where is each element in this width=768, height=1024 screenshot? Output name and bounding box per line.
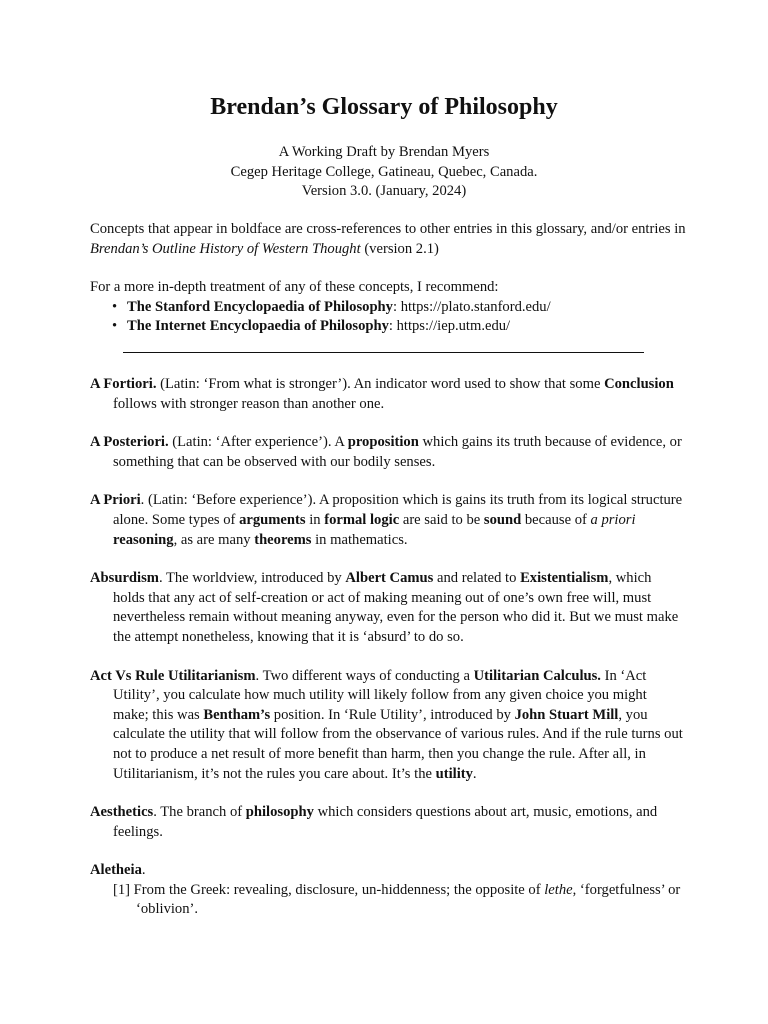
entry-term: A Posteriori. — [90, 434, 169, 451]
cross-reference: formal logic — [324, 511, 400, 528]
cross-reference: reasoning — [113, 531, 174, 548]
greek-term: lethe — [544, 881, 573, 898]
entry-text: , as are many — [173, 531, 255, 548]
resource-item — [90, 317, 690, 337]
entry-act-vs-rule-utilitarianism — [90, 667, 686, 785]
entry-text: From the Greek: revealing, disclosure, un-hiddenness; the opposite of — [130, 881, 545, 898]
entry-text: are said to be — [399, 511, 484, 528]
entry-term: A Priori — [90, 492, 141, 509]
intro-text: Concepts that appear in boldface are cross-references to other entries in this glossary, and/or entries in — [90, 221, 686, 237]
entry-term: Aletheia — [90, 862, 142, 879]
entry-term: Absurdism — [90, 570, 159, 587]
cross-reference: Existentialism — [520, 570, 609, 587]
entry-text: . (Latin: ‘Before experience’). A proposition which is gains its truth from its logical structure alone. Some types of — [113, 492, 683, 528]
latin-phrase: a priori — [590, 511, 636, 528]
cross-reference: Conclusion — [604, 376, 674, 392]
document-title: Brendan’s Glossary of Philosophy — [210, 94, 558, 120]
resource-url[interactable]: https://plato.stanford.edu/ — [400, 298, 551, 315]
author-line: A Working Draft by Brendan Myers — [278, 144, 490, 160]
entry-text: . Two different ways of conducting a — [255, 667, 474, 684]
resource-list — [90, 298, 690, 337]
institution-line: Cegep Heritage College, Gatineau, Quebec, Canada. — [230, 163, 538, 180]
cross-reference: Albert Camus — [345, 570, 434, 587]
entry-text: . The worldview, introduced by — [158, 570, 346, 587]
entry-a-posteriori — [90, 433, 686, 472]
cross-reference: Bentham’s — [203, 706, 271, 723]
subtitle-block — [0, 143, 768, 202]
intro-paragraph — [90, 220, 690, 259]
entry-absurdism — [90, 569, 686, 647]
entry-term: Aesthetics — [90, 804, 154, 821]
cross-reference: proposition — [347, 434, 419, 451]
cross-reference: sound — [483, 511, 522, 528]
entry-term: A Fortiori. — [90, 376, 157, 392]
entry-text: which gains its truth because of evidence, or something that can be observed with our bodily senses. — [113, 434, 682, 470]
cross-reference: philosophy — [245, 804, 314, 821]
resource-url[interactable]: https://iep.utm.edu/ — [396, 318, 511, 335]
entry-text: position. In ‘Rule Utility’, introduced by — [270, 706, 515, 723]
entry-text: , which holds that any act of self-creation or act of making meaning out of one’s own free will, must nevertheless remain without meaning anyway, even for the person who did it. But we must make the attempt nonetheless, knowing that it is ‘absurd’ to do so. — [113, 570, 679, 645]
entry-text: in — [305, 511, 325, 528]
entry-text: . The branch of — [153, 804, 246, 821]
entry-text: in mathematics. — [311, 531, 408, 548]
horizontal-divider — [123, 352, 644, 353]
entry-text: follows with stronger reason than another one. — [113, 395, 385, 412]
sense-number: [1] — [113, 881, 131, 898]
entry-text: (Latin: ‘From what is stronger’). An indicator word used to show that some — [156, 376, 605, 392]
cross-reference: utility — [435, 765, 473, 782]
resource-separator: : — [388, 318, 397, 335]
recommendation-section — [90, 278, 690, 337]
entry-text: and related to — [433, 570, 521, 587]
entry-aesthetics — [90, 803, 686, 842]
intro-version: (version 2.1) — [360, 240, 439, 257]
resource-name: The Internet Encyclopaedia of Philosophy — [127, 318, 389, 335]
resource-item — [90, 298, 690, 318]
entry-a-priori — [90, 491, 686, 550]
entry-a-fortiori — [90, 375, 686, 414]
resource-separator: : — [392, 298, 401, 315]
entry-text: because of — [521, 511, 591, 528]
recommendation-lead: For a more in-depth treatment of any of these concepts, I recommend: — [90, 279, 499, 295]
entry-heading — [90, 861, 686, 881]
entry-term: Act Vs Rule Utilitarianism — [90, 667, 256, 684]
cross-reference: Utilitarian Calculus. — [473, 667, 601, 684]
entry-sense — [90, 881, 686, 920]
entry-text: . — [141, 862, 146, 879]
book-title: Brendan’s Outline History of Western Thought — [90, 240, 361, 257]
glossary-entries — [90, 375, 686, 939]
cross-reference: theorems — [254, 531, 312, 548]
bullet-icon: • — [112, 298, 118, 315]
cross-reference: arguments — [239, 511, 306, 528]
entry-text: , ‘forgetfulness’ or ‘oblivion’. — [136, 881, 681, 918]
entry-aletheia — [90, 861, 686, 920]
bullet-icon: • — [112, 318, 118, 335]
entry-text: which considers questions about art, music, emotions, and feelings. — [113, 804, 658, 840]
resource-name: The Stanford Encyclopaedia of Philosophy — [127, 298, 393, 315]
entry-text: (Latin: ‘After experience’). A — [168, 434, 348, 451]
version-line: Version 3.0. (January, 2024) — [301, 183, 467, 200]
entry-text: In ‘Act Utility’, you calculate how much utility will likely follow from any given choice you might make; this was — [113, 667, 647, 723]
cross-reference: John Stuart Mill — [514, 706, 619, 723]
entry-text: , you calculate the utility that will follow from the observance of various rules. And if the rule turns out not to produce a net result of more benefit than harm, then you change the rule. After all, in Utilitarianism, it’s not the rules you care about. It’s the — [113, 706, 683, 782]
entry-text: . — [472, 765, 477, 782]
